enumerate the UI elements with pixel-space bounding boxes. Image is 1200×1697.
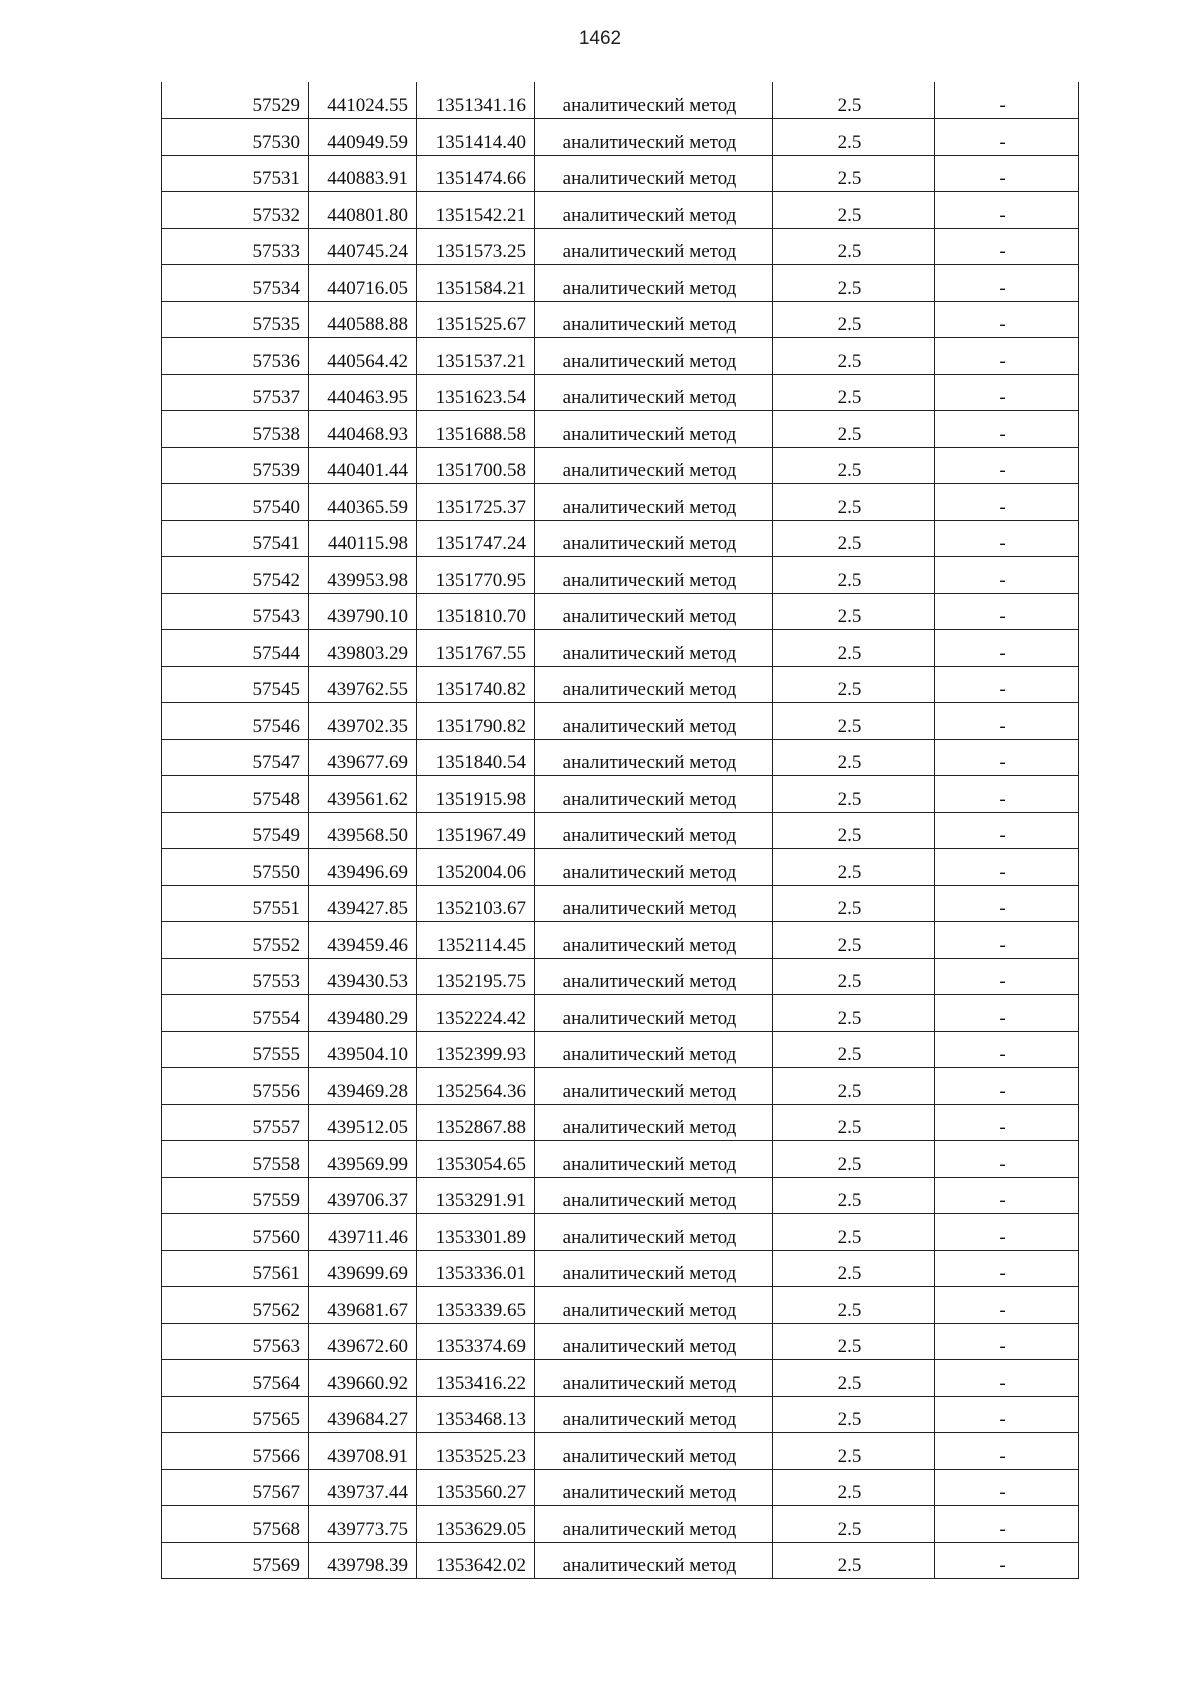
accuracy-cell: 2.5 bbox=[773, 1469, 935, 1506]
accuracy-cell: 2.5 bbox=[773, 739, 935, 776]
note-cell: - bbox=[935, 82, 1079, 119]
method-cell: аналитический метод bbox=[535, 1506, 773, 1543]
y-coordinate-cell: 1351725.37 bbox=[417, 484, 535, 521]
table-row bbox=[162, 192, 1079, 229]
table-row bbox=[162, 1141, 1079, 1178]
method-cell: аналитический метод bbox=[535, 1287, 773, 1324]
y-coordinate-cell: 1351688.58 bbox=[417, 411, 535, 448]
y-coordinate-cell: 1353416.22 bbox=[417, 1360, 535, 1397]
table-row bbox=[162, 1396, 1079, 1433]
note-cell: - bbox=[935, 1104, 1079, 1141]
y-coordinate-cell: 1353374.69 bbox=[417, 1323, 535, 1360]
method-cell: аналитический метод bbox=[535, 1396, 773, 1433]
point-number-cell: 57545 bbox=[162, 666, 309, 703]
x-coordinate-cell: 439762.55 bbox=[309, 666, 417, 703]
note-cell: - bbox=[935, 630, 1079, 667]
table-row bbox=[162, 593, 1079, 630]
method-cell: аналитический метод bbox=[535, 155, 773, 192]
x-coordinate-cell: 439430.53 bbox=[309, 958, 417, 995]
point-number-cell: 57553 bbox=[162, 958, 309, 995]
y-coordinate-cell: 1351542.21 bbox=[417, 192, 535, 229]
note-cell: - bbox=[935, 1323, 1079, 1360]
y-coordinate-cell: 1352399.93 bbox=[417, 1031, 535, 1068]
note-cell: - bbox=[935, 666, 1079, 703]
accuracy-cell: 2.5 bbox=[773, 1506, 935, 1543]
method-cell: аналитический метод bbox=[535, 1068, 773, 1105]
x-coordinate-cell: 439684.27 bbox=[309, 1396, 417, 1433]
method-cell: аналитический метод bbox=[535, 82, 773, 119]
note-cell: - bbox=[935, 739, 1079, 776]
accuracy-cell: 2.5 bbox=[773, 885, 935, 922]
x-coordinate-cell: 439480.29 bbox=[309, 995, 417, 1032]
accuracy-cell: 2.5 bbox=[773, 849, 935, 886]
accuracy-cell: 2.5 bbox=[773, 812, 935, 849]
point-number-cell: 57530 bbox=[162, 119, 309, 156]
point-number-cell: 57562 bbox=[162, 1287, 309, 1324]
table-row bbox=[162, 1250, 1079, 1287]
y-coordinate-cell: 1352224.42 bbox=[417, 995, 535, 1032]
point-number-cell: 57546 bbox=[162, 703, 309, 740]
note-cell: - bbox=[935, 1250, 1079, 1287]
table-row bbox=[162, 995, 1079, 1032]
accuracy-cell: 2.5 bbox=[773, 411, 935, 448]
point-number-cell: 57540 bbox=[162, 484, 309, 521]
method-cell: аналитический метод bbox=[535, 1104, 773, 1141]
y-coordinate-cell: 1351700.58 bbox=[417, 447, 535, 484]
x-coordinate-cell: 439512.05 bbox=[309, 1104, 417, 1141]
point-number-cell: 57541 bbox=[162, 520, 309, 557]
accuracy-cell: 2.5 bbox=[773, 1177, 935, 1214]
note-cell: - bbox=[935, 1360, 1079, 1397]
table-row bbox=[162, 776, 1079, 813]
x-coordinate-cell: 439790.10 bbox=[309, 593, 417, 630]
table-row bbox=[162, 228, 1079, 265]
method-cell: аналитический метод bbox=[535, 1177, 773, 1214]
method-cell: аналитический метод bbox=[535, 703, 773, 740]
x-coordinate-cell: 440115.98 bbox=[309, 520, 417, 557]
y-coordinate-cell: 1351767.55 bbox=[417, 630, 535, 667]
point-number-cell: 57554 bbox=[162, 995, 309, 1032]
accuracy-cell: 2.5 bbox=[773, 338, 935, 375]
table-row bbox=[162, 557, 1079, 594]
y-coordinate-cell: 1351414.40 bbox=[417, 119, 535, 156]
y-coordinate-cell: 1351740.82 bbox=[417, 666, 535, 703]
accuracy-cell: 2.5 bbox=[773, 593, 935, 630]
table-row bbox=[162, 301, 1079, 338]
point-number-cell: 57552 bbox=[162, 922, 309, 959]
note-cell: - bbox=[935, 1287, 1079, 1324]
point-number-cell: 57547 bbox=[162, 739, 309, 776]
method-cell: аналитический метод bbox=[535, 557, 773, 594]
accuracy-cell: 2.5 bbox=[773, 1396, 935, 1433]
y-coordinate-cell: 1351790.82 bbox=[417, 703, 535, 740]
accuracy-cell: 2.5 bbox=[773, 1141, 935, 1178]
x-coordinate-cell: 439699.69 bbox=[309, 1250, 417, 1287]
x-coordinate-cell: 439681.67 bbox=[309, 1287, 417, 1324]
point-number-cell: 57543 bbox=[162, 593, 309, 630]
accuracy-cell: 2.5 bbox=[773, 155, 935, 192]
x-coordinate-cell: 440883.91 bbox=[309, 155, 417, 192]
note-cell: - bbox=[935, 484, 1079, 521]
method-cell: аналитический метод bbox=[535, 995, 773, 1032]
point-number-cell: 57538 bbox=[162, 411, 309, 448]
note-cell: - bbox=[935, 1506, 1079, 1543]
accuracy-cell: 2.5 bbox=[773, 228, 935, 265]
method-cell: аналитический метод bbox=[535, 192, 773, 229]
point-number-cell: 57551 bbox=[162, 885, 309, 922]
x-coordinate-cell: 440463.95 bbox=[309, 374, 417, 411]
method-cell: аналитический метод bbox=[535, 849, 773, 886]
point-number-cell: 57563 bbox=[162, 1323, 309, 1360]
point-number-cell: 57533 bbox=[162, 228, 309, 265]
note-cell: - bbox=[935, 119, 1079, 156]
y-coordinate-cell: 1351341.16 bbox=[417, 82, 535, 119]
table-row bbox=[162, 1104, 1079, 1141]
method-cell: аналитический метод bbox=[535, 1469, 773, 1506]
point-number-cell: 57564 bbox=[162, 1360, 309, 1397]
note-cell: - bbox=[935, 1542, 1079, 1579]
table-row bbox=[162, 119, 1079, 156]
y-coordinate-cell: 1352004.06 bbox=[417, 849, 535, 886]
note-cell: - bbox=[935, 703, 1079, 740]
method-cell: аналитический метод bbox=[535, 666, 773, 703]
point-number-cell: 57565 bbox=[162, 1396, 309, 1433]
accuracy-cell: 2.5 bbox=[773, 1068, 935, 1105]
method-cell: аналитический метод bbox=[535, 1250, 773, 1287]
x-coordinate-cell: 439569.99 bbox=[309, 1141, 417, 1178]
page-number: 1462 bbox=[578, 28, 622, 49]
table-row bbox=[162, 82, 1079, 119]
table-row bbox=[162, 447, 1079, 484]
y-coordinate-cell: 1353642.02 bbox=[417, 1542, 535, 1579]
method-cell: аналитический метод bbox=[535, 301, 773, 338]
y-coordinate-cell: 1353525.23 bbox=[417, 1433, 535, 1470]
y-coordinate-cell: 1352867.88 bbox=[417, 1104, 535, 1141]
x-coordinate-cell: 439469.28 bbox=[309, 1068, 417, 1105]
y-coordinate-cell: 1351537.21 bbox=[417, 338, 535, 375]
note-cell: - bbox=[935, 593, 1079, 630]
y-coordinate-cell: 1351584.21 bbox=[417, 265, 535, 302]
y-coordinate-cell: 1353468.13 bbox=[417, 1396, 535, 1433]
note-cell: - bbox=[935, 1433, 1079, 1470]
point-number-cell: 57567 bbox=[162, 1469, 309, 1506]
x-coordinate-cell: 439677.69 bbox=[309, 739, 417, 776]
table-row bbox=[162, 338, 1079, 375]
method-cell: аналитический метод bbox=[535, 739, 773, 776]
method-cell: аналитический метод bbox=[535, 1542, 773, 1579]
accuracy-cell: 2.5 bbox=[773, 265, 935, 302]
point-number-cell: 57537 bbox=[162, 374, 309, 411]
x-coordinate-cell: 440745.24 bbox=[309, 228, 417, 265]
point-number-cell: 57536 bbox=[162, 338, 309, 375]
method-cell: аналитический метод bbox=[535, 776, 773, 813]
x-coordinate-cell: 440365.59 bbox=[309, 484, 417, 521]
x-coordinate-cell: 439561.62 bbox=[309, 776, 417, 813]
table-row bbox=[162, 1177, 1079, 1214]
x-coordinate-cell: 439803.29 bbox=[309, 630, 417, 667]
coordinates-table bbox=[161, 82, 1079, 1579]
table-row bbox=[162, 265, 1079, 302]
method-cell: аналитический метод bbox=[535, 447, 773, 484]
x-coordinate-cell: 439568.50 bbox=[309, 812, 417, 849]
x-coordinate-cell: 439711.46 bbox=[309, 1214, 417, 1251]
accuracy-cell: 2.5 bbox=[773, 301, 935, 338]
table-row bbox=[162, 812, 1079, 849]
table-row bbox=[162, 155, 1079, 192]
note-cell: - bbox=[935, 1396, 1079, 1433]
x-coordinate-cell: 439953.98 bbox=[309, 557, 417, 594]
note-cell: - bbox=[935, 849, 1079, 886]
accuracy-cell: 2.5 bbox=[773, 82, 935, 119]
table-row bbox=[162, 484, 1079, 521]
method-cell: аналитический метод bbox=[535, 411, 773, 448]
note-cell: - bbox=[935, 885, 1079, 922]
x-coordinate-cell: 439773.75 bbox=[309, 1506, 417, 1543]
y-coordinate-cell: 1351967.49 bbox=[417, 812, 535, 849]
note-cell: - bbox=[935, 995, 1079, 1032]
note-cell: - bbox=[935, 1214, 1079, 1251]
x-coordinate-cell: 440468.93 bbox=[309, 411, 417, 448]
method-cell: аналитический метод bbox=[535, 374, 773, 411]
note-cell: - bbox=[935, 1141, 1079, 1178]
y-coordinate-cell: 1351840.54 bbox=[417, 739, 535, 776]
accuracy-cell: 2.5 bbox=[773, 447, 935, 484]
note-cell: - bbox=[935, 374, 1079, 411]
accuracy-cell: 2.5 bbox=[773, 484, 935, 521]
method-cell: аналитический метод bbox=[535, 812, 773, 849]
y-coordinate-cell: 1352564.36 bbox=[417, 1068, 535, 1105]
point-number-cell: 57531 bbox=[162, 155, 309, 192]
table-row bbox=[162, 849, 1079, 886]
method-cell: аналитический метод bbox=[535, 484, 773, 521]
point-number-cell: 57560 bbox=[162, 1214, 309, 1251]
x-coordinate-cell: 439496.69 bbox=[309, 849, 417, 886]
x-coordinate-cell: 440588.88 bbox=[309, 301, 417, 338]
y-coordinate-cell: 1353301.89 bbox=[417, 1214, 535, 1251]
x-coordinate-cell: 439737.44 bbox=[309, 1469, 417, 1506]
x-coordinate-cell: 439708.91 bbox=[309, 1433, 417, 1470]
x-coordinate-cell: 439504.10 bbox=[309, 1031, 417, 1068]
table-row bbox=[162, 885, 1079, 922]
table-row bbox=[162, 739, 1079, 776]
point-number-cell: 57544 bbox=[162, 630, 309, 667]
y-coordinate-cell: 1353336.01 bbox=[417, 1250, 535, 1287]
x-coordinate-cell: 439427.85 bbox=[309, 885, 417, 922]
point-number-cell: 57548 bbox=[162, 776, 309, 813]
point-number-cell: 57558 bbox=[162, 1141, 309, 1178]
note-cell: - bbox=[935, 155, 1079, 192]
x-coordinate-cell: 440564.42 bbox=[309, 338, 417, 375]
y-coordinate-cell: 1351810.70 bbox=[417, 593, 535, 630]
x-coordinate-cell: 440401.44 bbox=[309, 447, 417, 484]
note-cell: - bbox=[935, 776, 1079, 813]
accuracy-cell: 2.5 bbox=[773, 1542, 935, 1579]
accuracy-cell: 2.5 bbox=[773, 1214, 935, 1251]
table-row bbox=[162, 703, 1079, 740]
accuracy-cell: 2.5 bbox=[773, 557, 935, 594]
note-cell: - bbox=[935, 265, 1079, 302]
table-row bbox=[162, 630, 1079, 667]
y-coordinate-cell: 1352195.75 bbox=[417, 958, 535, 995]
note-cell: - bbox=[935, 922, 1079, 959]
method-cell: аналитический метод bbox=[535, 1433, 773, 1470]
table-row bbox=[162, 666, 1079, 703]
x-coordinate-cell: 440949.59 bbox=[309, 119, 417, 156]
accuracy-cell: 2.5 bbox=[773, 776, 935, 813]
table-row bbox=[162, 1214, 1079, 1251]
x-coordinate-cell: 439672.60 bbox=[309, 1323, 417, 1360]
note-cell: - bbox=[935, 1068, 1079, 1105]
note-cell: - bbox=[935, 1177, 1079, 1214]
y-coordinate-cell: 1352114.45 bbox=[417, 922, 535, 959]
x-coordinate-cell: 439702.35 bbox=[309, 703, 417, 740]
table-row bbox=[162, 520, 1079, 557]
note-cell: - bbox=[935, 557, 1079, 594]
note-cell: - bbox=[935, 192, 1079, 229]
note-cell: - bbox=[935, 1469, 1079, 1506]
y-coordinate-cell: 1353339.65 bbox=[417, 1287, 535, 1324]
table-row bbox=[162, 1031, 1079, 1068]
point-number-cell: 57535 bbox=[162, 301, 309, 338]
point-number-cell: 57555 bbox=[162, 1031, 309, 1068]
point-number-cell: 57561 bbox=[162, 1250, 309, 1287]
method-cell: аналитический метод bbox=[535, 119, 773, 156]
table-row bbox=[162, 1068, 1079, 1105]
table-row bbox=[162, 1323, 1079, 1360]
table-row bbox=[162, 374, 1079, 411]
note-cell: - bbox=[935, 1031, 1079, 1068]
accuracy-cell: 2.5 bbox=[773, 1287, 935, 1324]
note-cell: - bbox=[935, 301, 1079, 338]
point-number-cell: 57559 bbox=[162, 1177, 309, 1214]
method-cell: аналитический метод bbox=[535, 1031, 773, 1068]
method-cell: аналитический метод bbox=[535, 958, 773, 995]
table-row bbox=[162, 1469, 1079, 1506]
x-coordinate-cell: 439706.37 bbox=[309, 1177, 417, 1214]
y-coordinate-cell: 1351525.67 bbox=[417, 301, 535, 338]
accuracy-cell: 2.5 bbox=[773, 1104, 935, 1141]
y-coordinate-cell: 1353560.27 bbox=[417, 1469, 535, 1506]
y-coordinate-cell: 1351573.25 bbox=[417, 228, 535, 265]
accuracy-cell: 2.5 bbox=[773, 119, 935, 156]
x-coordinate-cell: 441024.55 bbox=[309, 82, 417, 119]
y-coordinate-cell: 1353291.91 bbox=[417, 1177, 535, 1214]
x-coordinate-cell: 439798.39 bbox=[309, 1542, 417, 1579]
x-coordinate-cell: 439459.46 bbox=[309, 922, 417, 959]
y-coordinate-cell: 1351474.66 bbox=[417, 155, 535, 192]
point-number-cell: 57532 bbox=[162, 192, 309, 229]
table-row bbox=[162, 958, 1079, 995]
method-cell: аналитический метод bbox=[535, 1360, 773, 1397]
y-coordinate-cell: 1352103.67 bbox=[417, 885, 535, 922]
note-cell: - bbox=[935, 812, 1079, 849]
y-coordinate-cell: 1351915.98 bbox=[417, 776, 535, 813]
x-coordinate-cell: 439660.92 bbox=[309, 1360, 417, 1397]
point-number-cell: 57569 bbox=[162, 1542, 309, 1579]
point-number-cell: 57557 bbox=[162, 1104, 309, 1141]
x-coordinate-cell: 440801.80 bbox=[309, 192, 417, 229]
point-number-cell: 57534 bbox=[162, 265, 309, 302]
accuracy-cell: 2.5 bbox=[773, 703, 935, 740]
method-cell: аналитический метод bbox=[535, 630, 773, 667]
note-cell: - bbox=[935, 958, 1079, 995]
method-cell: аналитический метод bbox=[535, 885, 773, 922]
method-cell: аналитический метод bbox=[535, 228, 773, 265]
note-cell: - bbox=[935, 228, 1079, 265]
accuracy-cell: 2.5 bbox=[773, 958, 935, 995]
y-coordinate-cell: 1353629.05 bbox=[417, 1506, 535, 1543]
point-number-cell: 57566 bbox=[162, 1433, 309, 1470]
table-row bbox=[162, 411, 1079, 448]
accuracy-cell: 2.5 bbox=[773, 520, 935, 557]
method-cell: аналитический метод bbox=[535, 1214, 773, 1251]
accuracy-cell: 2.5 bbox=[773, 922, 935, 959]
point-number-cell: 57549 bbox=[162, 812, 309, 849]
method-cell: аналитический метод bbox=[535, 1323, 773, 1360]
table-row bbox=[162, 1542, 1079, 1579]
note-cell: - bbox=[935, 338, 1079, 375]
point-number-cell: 57539 bbox=[162, 447, 309, 484]
coordinates-table-body bbox=[162, 82, 1079, 1579]
accuracy-cell: 2.5 bbox=[773, 1031, 935, 1068]
method-cell: аналитический метод bbox=[535, 922, 773, 959]
point-number-cell: 57529 bbox=[162, 82, 309, 119]
method-cell: аналитический метод bbox=[535, 1141, 773, 1178]
accuracy-cell: 2.5 bbox=[773, 192, 935, 229]
note-cell: - bbox=[935, 520, 1079, 557]
accuracy-cell: 2.5 bbox=[773, 1323, 935, 1360]
table-row bbox=[162, 1360, 1079, 1397]
accuracy-cell: 2.5 bbox=[773, 374, 935, 411]
y-coordinate-cell: 1351623.54 bbox=[417, 374, 535, 411]
point-number-cell: 57568 bbox=[162, 1506, 309, 1543]
point-number-cell: 57550 bbox=[162, 849, 309, 886]
accuracy-cell: 2.5 bbox=[773, 630, 935, 667]
note-cell: - bbox=[935, 411, 1079, 448]
accuracy-cell: 2.5 bbox=[773, 666, 935, 703]
point-number-cell: 57542 bbox=[162, 557, 309, 594]
accuracy-cell: 2.5 bbox=[773, 995, 935, 1032]
y-coordinate-cell: 1351747.24 bbox=[417, 520, 535, 557]
method-cell: аналитический метод bbox=[535, 265, 773, 302]
table-row bbox=[162, 1287, 1079, 1324]
method-cell: аналитический метод bbox=[535, 593, 773, 630]
accuracy-cell: 2.5 bbox=[773, 1250, 935, 1287]
x-coordinate-cell: 440716.05 bbox=[309, 265, 417, 302]
note-cell: - bbox=[935, 447, 1079, 484]
table-row bbox=[162, 1506, 1079, 1543]
y-coordinate-cell: 1353054.65 bbox=[417, 1141, 535, 1178]
accuracy-cell: 2.5 bbox=[773, 1360, 935, 1397]
method-cell: аналитический метод bbox=[535, 338, 773, 375]
accuracy-cell: 2.5 bbox=[773, 1433, 935, 1470]
table-row bbox=[162, 922, 1079, 959]
y-coordinate-cell: 1351770.95 bbox=[417, 557, 535, 594]
method-cell: аналитический метод bbox=[535, 520, 773, 557]
point-number-cell: 57556 bbox=[162, 1068, 309, 1105]
table-row bbox=[162, 1433, 1079, 1470]
